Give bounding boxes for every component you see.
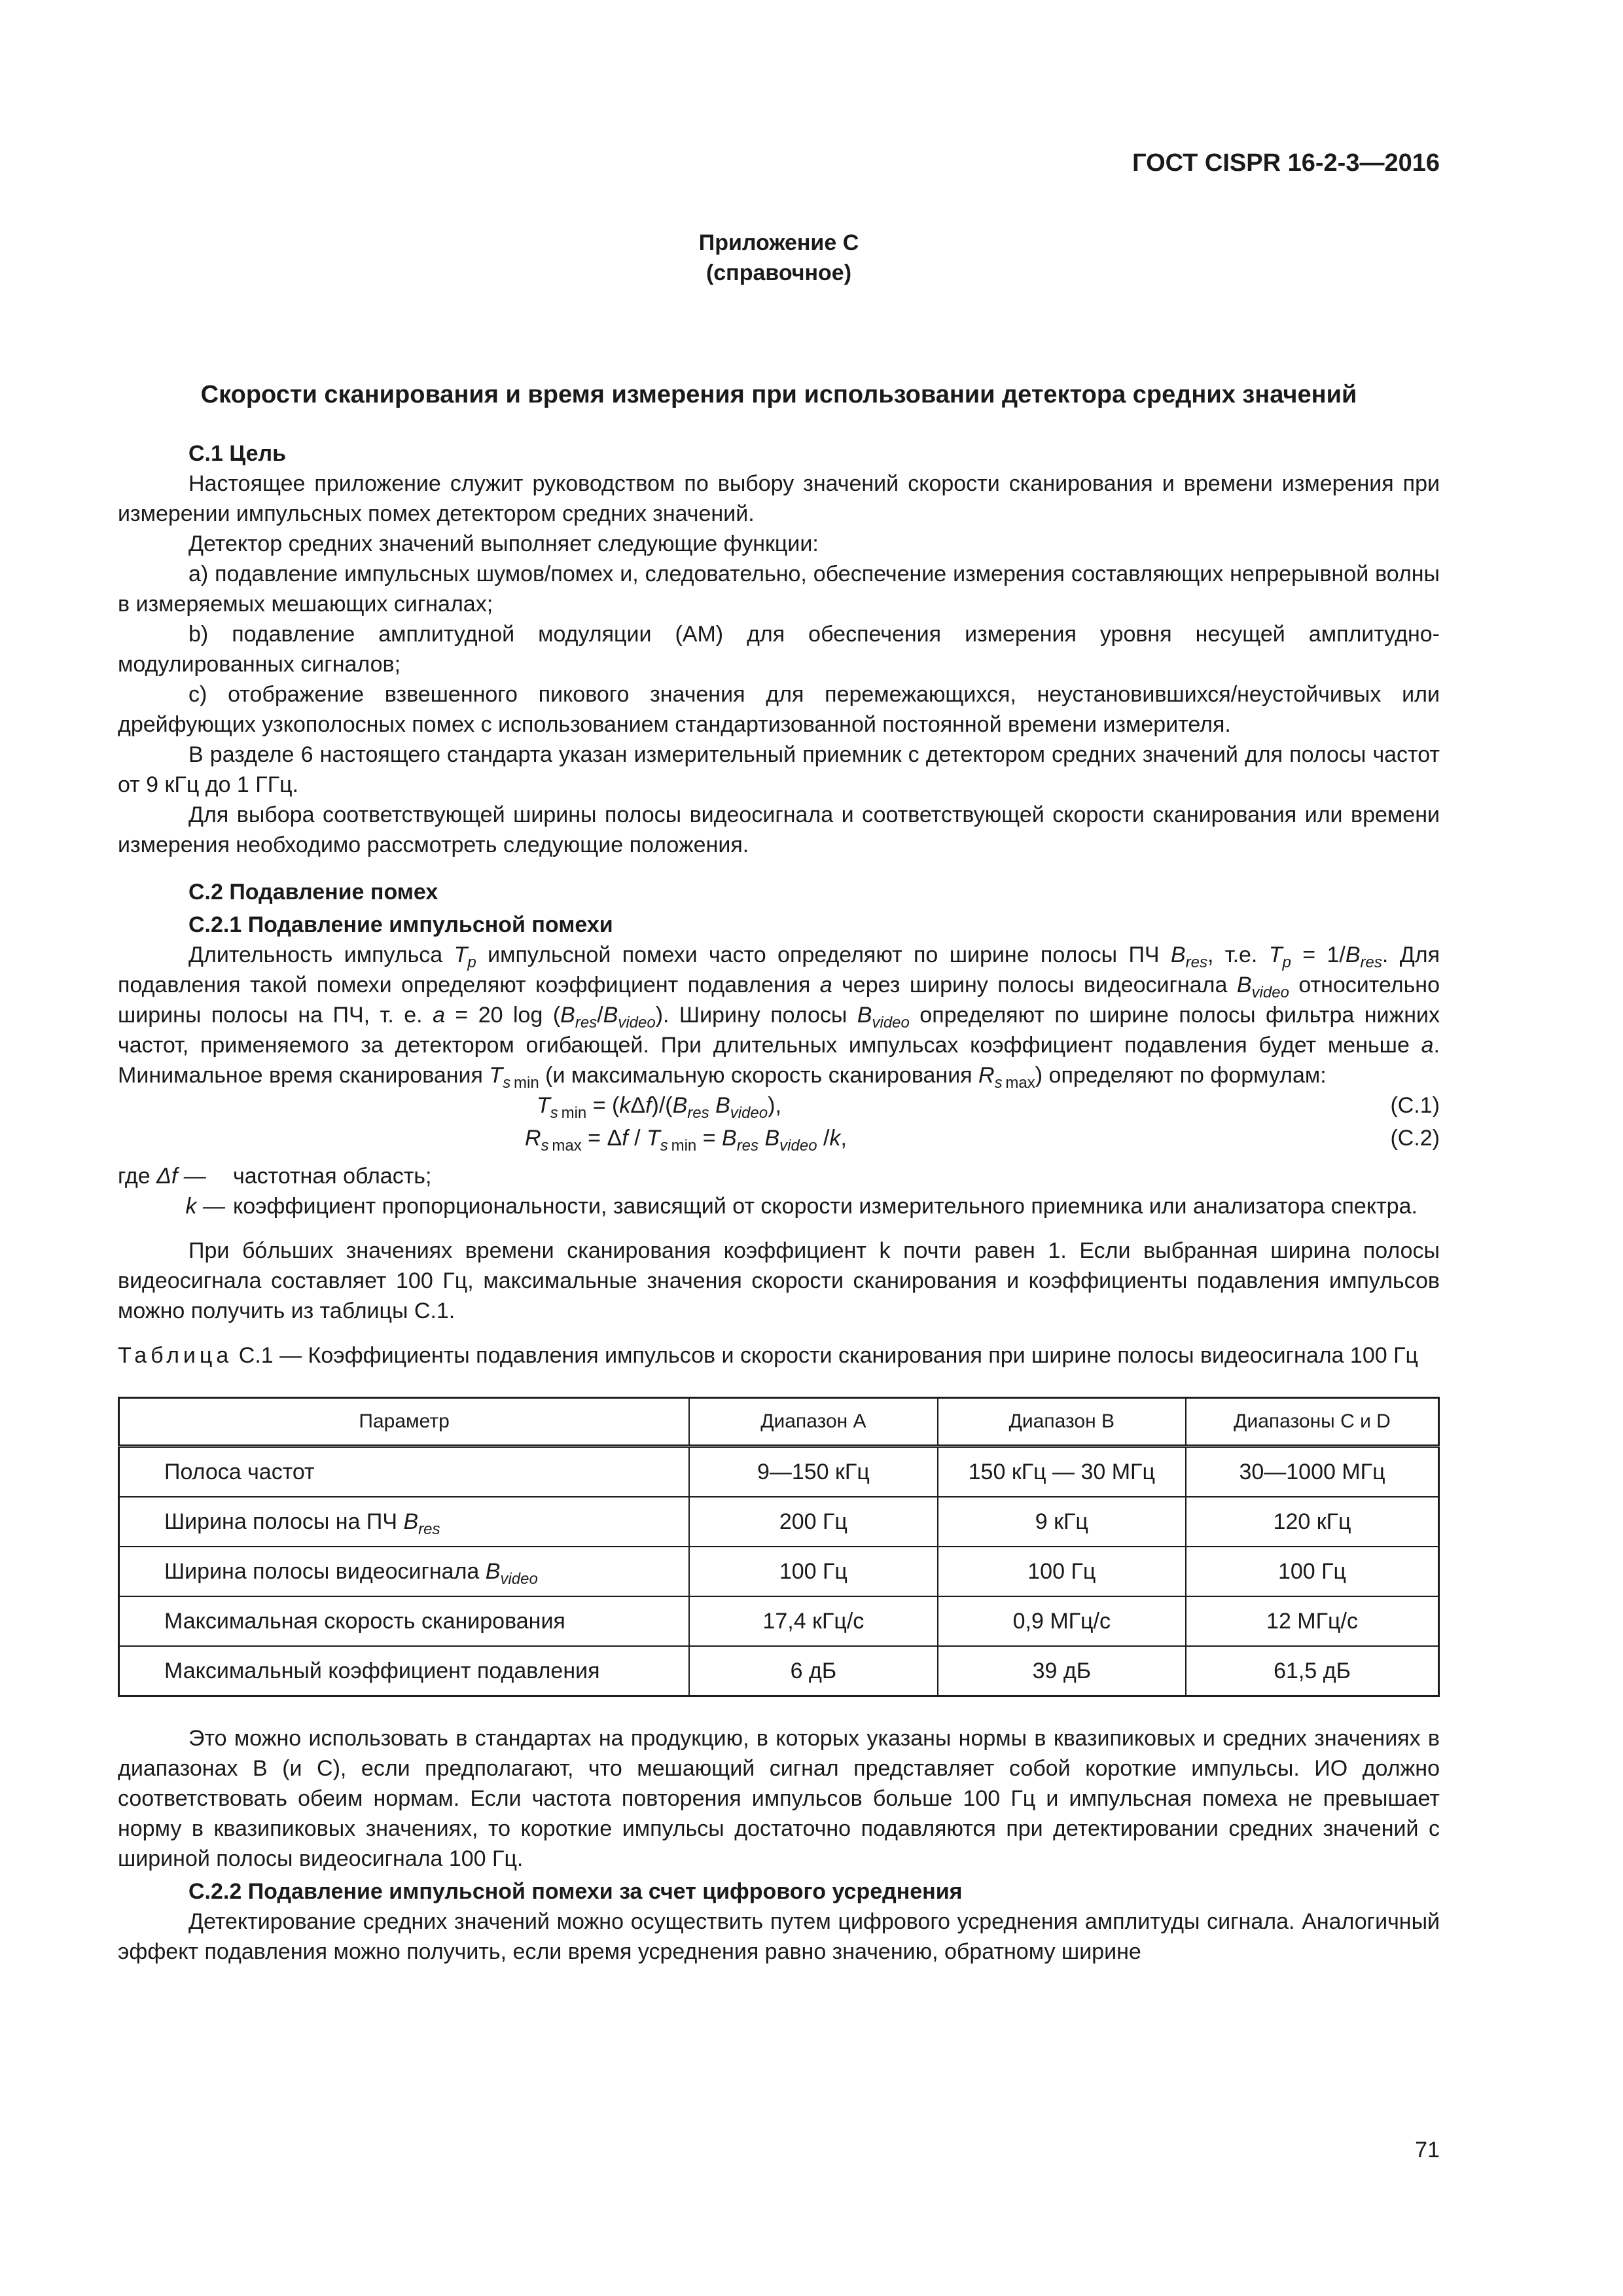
formula-scan-time: $T_s$ $_{min} = (k\Delta f)/(B_{res}$ $B_{video}$), [537, 1093, 781, 1122]
table-cell: 100 Гц [689, 1547, 937, 1596]
paragraph: При бóльших значениях времени сканирования коэффициент k почти равен 1. Если выбранная ширина полосы видеосигнала составляет 100 Гц, максимальные значения скорости сканирования и коэффициенты подавления импульсов можно получить из таблицы С.1. [118, 1238, 1440, 1323]
section-heading-c21: С.2.1 Подавление импульсной помехи [188, 912, 613, 937]
section-heading-c22: С.2.2 Подавление импульсной помехи за счет цифрового усреднения [188, 1879, 963, 1904]
table-cell: Полоса частот [119, 1446, 690, 1498]
paragraph: Для выбора соответствующей ширины полосы видеосигнала и соответствующей скорости сканирования или времени измерения необходимо рассмотреть следующие положения. [118, 802, 1440, 857]
definition-k: k — коэффициент пропорциональности, зависящий от скорости измерительного приемника или анализатора спектра. [185, 1194, 1418, 1219]
paragraph: Это можно использовать в стандартах на продукцию, в которых указаны нормы в квазипиковых и средних значениях в диапазонах В (и С), если предполагают, что мешающий сигнал представляет собой короткие импульсы. ИО должно соответствовать обеим нормам. Если частота повторения импульсов больше 100 Гц и импульсная помеха не превышает норму в квазипиковых значениях, то короткие импульсы достаточно подавляются при детектировании средних значений с шириной полосы видеосигнала 100 Гц. [118, 1726, 1440, 1871]
table-header-row [119, 1398, 1439, 1446]
formula-number: (С.1) [1390, 1093, 1440, 1118]
table-row [119, 1646, 1439, 1696]
definitions [118, 1161, 1440, 1221]
table-cell: 120 кГц [1186, 1497, 1438, 1547]
formula-scan-rate: $R_s$ $_{max} = \Delta f / T_s$ $_{min} = B_{res}$ $B_{video}$ /k, [525, 1126, 847, 1155]
paragraph: Детектор средних значений выполняет следующие функции: [188, 531, 819, 556]
table-cell: 100 Гц [1186, 1547, 1438, 1596]
paragraph: В разделе 6 настоящего стандарта указан измерительный приемник с детектором средних значений для полосы частот от 9 кГц до 1 ГГц. [118, 742, 1440, 797]
page-number: 71 [1415, 2138, 1440, 2162]
document-body [118, 436, 1440, 1967]
paragraph: Детектирование средних значений можно осуществить путем цифрового усреднения амплитуды сигнала. Аналогичный эффект подавления можно получить, если время усреднения равно значению, обратному ширине [118, 1909, 1440, 1964]
table-cell: Максимальный коэффициент подавления [119, 1646, 690, 1696]
table-cell: 6 дБ [689, 1646, 937, 1696]
table-cell: 9 кГц [938, 1497, 1186, 1547]
table-cell: 30—1000 МГц [1186, 1446, 1438, 1498]
list-item: с) отображение взвешенного пикового значения для перемежающихся, неустановившихся/неустойчивых или дрейфующих узкополосных помех с использованием стандартизованной постоянной времени измерителя. [118, 682, 1440, 737]
paragraph-c21: Длительность импульса $T_p$ импульсной помехи часто определяют по ширине полосы ПЧ $B_{res}$, т.е. $T_p = 1/B_{res}$. Для подавления такой помехи определяют коэффициент подавления a через ширину полосы видеосигнала $B_{video}$ относительно ширины полосы на ПЧ, т. е. a = 20 $\log (B_{res}/B_{video})$. Ширину полосы $B_{video}$ определяют по ширине полосы фильтра нижних частот, применяемого за детектором огибающей. При длительных импульсах коэффициент подавления будет меньше a. Минимальное время сканирования $T_s$ $_{min}$ (и максимальную скорость сканирования $R_s$ $_{max}$) определяют по формулам: [118, 942, 1440, 1092]
list-item: а) подавление импульсных шумов/помех и, следовательно, обеспечение измерения составляющих непрерывной волны в измеряемых мешающих сигналах; [118, 562, 1440, 617]
table-cell: 200 Гц [689, 1497, 937, 1547]
formula-c2 [118, 1123, 1440, 1156]
table-caption: Таблица С.1 — Коэффициенты подавления импульсов и скорости сканирования при ширине полосы видеосигнала 100 Гц [118, 1343, 1418, 1368]
table-cell: 12 МГц/с [1186, 1596, 1438, 1646]
column-header: Диапазон В [938, 1398, 1186, 1446]
table-cell: 100 Гц [938, 1547, 1186, 1596]
annex-label: Приложение С [698, 230, 859, 255]
column-header: Параметр [119, 1398, 690, 1446]
table-cell: 0,9 МГц/с [938, 1596, 1186, 1646]
table-row [119, 1596, 1439, 1646]
table-cell: 39 дБ [938, 1646, 1186, 1696]
table-row [119, 1547, 1439, 1596]
section-heading-c2: С.2 Подавление помех [188, 880, 438, 905]
annex-type: (справочное) [705, 260, 852, 285]
table-row [119, 1446, 1439, 1498]
list-item: b) подавление амплитудной модуляции (AM) для обеспечения измерения уровня несущей амплитудно-модулированных сигналов; [118, 622, 1440, 677]
section-heading-c1: С.1 Цель [188, 441, 287, 466]
annex-title: Скорости сканирования и время измерения при использовании детектора средних значений [200, 381, 1357, 408]
paragraph: Настоящее приложение служит руководством по выбору значений скорости сканирования и времени измерения при измерении импульсных помех детектором средних значений. [118, 471, 1440, 526]
formula-number: (С.2) [1390, 1126, 1440, 1151]
standard-code: ГОСТ CISPR 16-2-3—2016 [1132, 149, 1440, 177]
definition-df: где Δf — частотная область; [118, 1164, 432, 1189]
annex-header [118, 228, 1440, 288]
column-header: Диапазоны С и D [1186, 1398, 1438, 1446]
table-cell: Ширина полосы видеосигнала $B_{video}$ [119, 1547, 690, 1596]
formula-c1 [118, 1090, 1440, 1123]
table-cell: Максимальная скорость сканирования [119, 1596, 690, 1646]
table-cell: 150 кГц — 30 МГц [938, 1446, 1186, 1498]
table-cell: 9—150 кГц [689, 1446, 937, 1498]
table-c1 [118, 1397, 1440, 1697]
table-cell: 61,5 дБ [1186, 1646, 1438, 1696]
table-cell: Ширина полосы на ПЧ $B_{res}$ [119, 1497, 690, 1547]
table-cell: 17,4 кГц/с [689, 1596, 937, 1646]
table-row [119, 1497, 1439, 1547]
column-header: Диапазон А [689, 1398, 937, 1446]
